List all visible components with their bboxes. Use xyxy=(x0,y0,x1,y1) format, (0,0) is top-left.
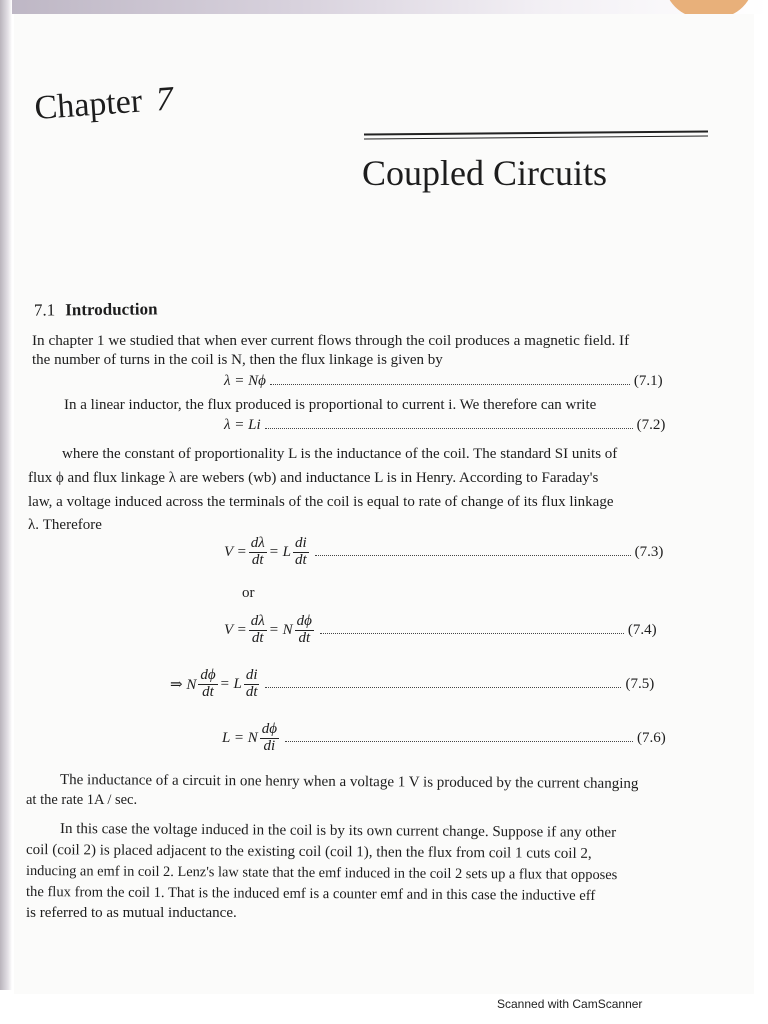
eq3-mid: = L xyxy=(268,543,291,560)
eq3-lhs: V = xyxy=(224,543,247,560)
eq4-lhs: V = xyxy=(224,621,247,638)
eq3-frac2-den: dt xyxy=(294,551,307,568)
para3-line3: law, a voltage induced across the terminals of the coil is equal to rate of change of its flux linkage xyxy=(28,494,614,510)
scan-edge-top xyxy=(0,0,768,14)
eq5-lhs: ⇒ N xyxy=(170,676,197,693)
section-title: Introduction xyxy=(65,299,158,320)
para3-line1: where the constant of proportionality L is the inductance of the coil. The standard SI units of xyxy=(62,446,618,462)
equation-7-1 xyxy=(224,373,663,390)
title-rule-thin xyxy=(364,135,708,139)
eq5-frac2 xyxy=(244,668,260,701)
eq1-leader xyxy=(270,384,630,385)
document-page xyxy=(14,14,754,994)
eq4-frac2 xyxy=(295,614,314,647)
para4-line2: at the rate 1A / sec. xyxy=(26,792,138,808)
section-heading xyxy=(34,299,158,320)
para1-line2: the number of turns in the coil is N, then the flux linkage is given by xyxy=(32,352,443,368)
eq5-mid: = L xyxy=(219,675,242,692)
eq3-frac1-den: dt xyxy=(251,551,264,568)
para5-line1: In this case the voltage induced in the coil is by its own current change. Suppose if any other xyxy=(59,821,617,841)
eq4-number: (7.4) xyxy=(627,621,657,638)
scan-edge-left xyxy=(0,0,12,990)
eq6-frac1 xyxy=(260,722,279,755)
or-text: or xyxy=(242,585,255,601)
chapter-word: Chapter xyxy=(33,82,144,128)
para5-line2: coil (coil 2) is placed adjacent to the existing coil (coil 1), then the flux from coil 1 cuts coil 2, xyxy=(25,842,592,862)
chapter-label xyxy=(33,80,174,128)
eq5-frac2-den: dt xyxy=(245,683,258,700)
equation-7-3 xyxy=(224,536,663,569)
equation-7-4 xyxy=(224,614,657,647)
eq6-lhs: L = N xyxy=(222,729,258,746)
eq3-leader xyxy=(315,555,631,556)
eq5-frac1 xyxy=(198,668,217,701)
eq4-frac1 xyxy=(249,614,267,647)
eq3-frac1-num: dλ xyxy=(250,535,265,551)
eq5-frac2-num: di xyxy=(245,667,258,683)
eq4-frac1-den: dt xyxy=(251,629,264,646)
equation-7-2 xyxy=(224,417,665,434)
para4-line1: The inductance of a circuit in one henry when a voltage 1 V is produced by the current changing xyxy=(59,772,639,793)
section-number: 7.1 xyxy=(33,300,56,320)
eq3-frac1 xyxy=(249,536,267,569)
eq5-leader xyxy=(265,687,621,688)
eq2-number: (7.2) xyxy=(636,417,666,433)
eq2-leader xyxy=(265,428,633,429)
eq5-frac1-den: dt xyxy=(202,683,214,700)
eq4-frac2-den: dt xyxy=(298,629,311,646)
eq2-expression: λ = Li xyxy=(224,417,261,433)
eq6-frac1-den: di xyxy=(263,737,276,754)
para3-line2: flux ϕ and flux linkage λ are webers (wb) and inductance L is in Henry. According to Faraday's xyxy=(28,470,599,486)
para5-line5: is referred to as mutual inductance. xyxy=(26,905,237,921)
eq4-leader xyxy=(320,633,624,634)
chapter-number: 7 xyxy=(154,80,175,119)
eq3-number: (7.3) xyxy=(634,543,664,560)
eq6-leader xyxy=(285,741,633,742)
equation-7-6 xyxy=(222,722,666,755)
eq4-mid: = N xyxy=(268,621,293,638)
eq1-number: (7.1) xyxy=(633,373,663,389)
eq3-frac2 xyxy=(293,536,309,569)
para3-line4: λ. Therefore xyxy=(28,517,102,533)
para5-line3: inducing an emf in coil 2. Lenz's law state that the emf induced in the coil 2 sets up a flux that opposes xyxy=(25,863,618,884)
para2-line1: In a linear inductor, the flux produced is proportional to current i. We therefore can write xyxy=(64,397,597,413)
chapter-title: Coupled Circuits xyxy=(362,153,607,193)
title-rule-thick xyxy=(364,130,708,135)
eq6-frac1-num: dϕ xyxy=(261,721,277,737)
eq1-expression: λ = Nϕ xyxy=(224,373,266,389)
eq6-number: (7.6) xyxy=(636,729,666,746)
para1-line1: In chapter 1 we studied that when ever current flows through the coil produces a magnetic field. If xyxy=(32,332,630,349)
equation-7-5 xyxy=(170,668,654,701)
eq5-number: (7.5) xyxy=(625,675,655,692)
para5-line4: the flux from the coil 1. That is the induced emf is a counter emf and in this case the inductive eff xyxy=(25,884,596,904)
scanner-credit: Scanned with CamScanner xyxy=(497,997,643,1011)
eq5-frac1-num: dϕ xyxy=(200,667,216,683)
eq4-frac2-num: dϕ xyxy=(296,613,312,629)
eq4-frac1-num: dλ xyxy=(250,613,265,629)
eq3-frac2-num: di xyxy=(294,535,307,551)
